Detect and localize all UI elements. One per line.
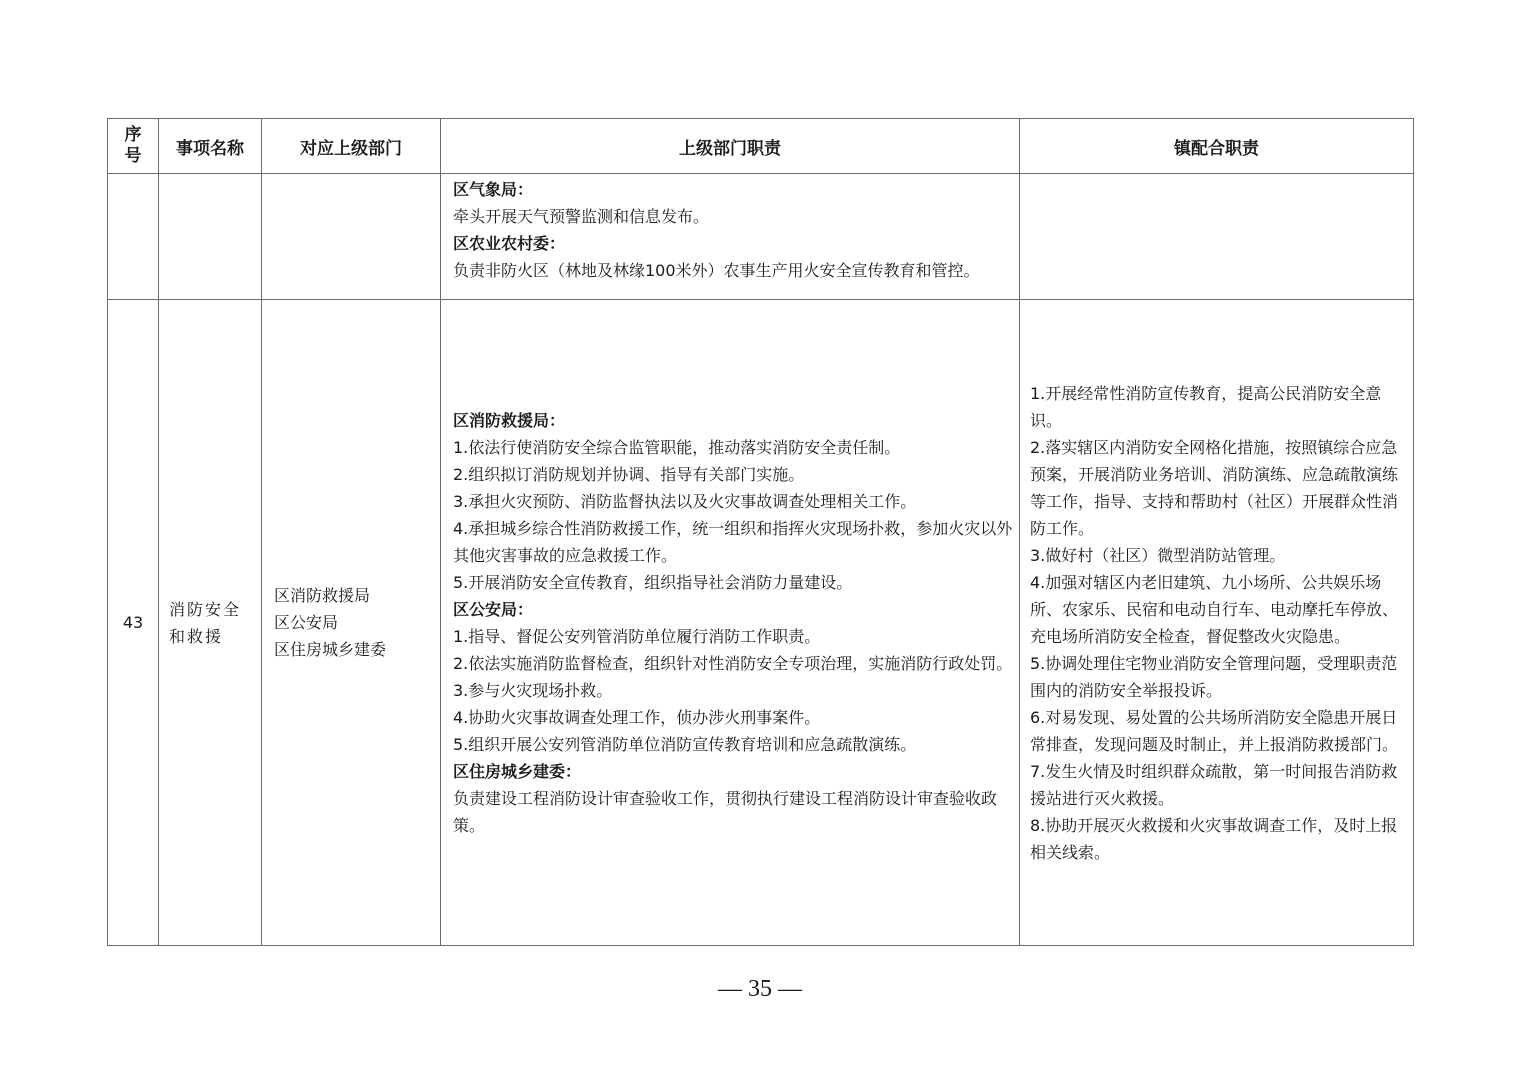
town-duty-line: 5.协调处理住宅物业消防安全管理问题，受理职责范围内的消防安全举报投诉。 — [1030, 653, 1398, 700]
table-row — [108, 300, 1414, 946]
town-duty-line: 7.发生火情及时组织群众疏散，第一时间报告消防救援站进行灭火救援。 — [1030, 761, 1398, 808]
duty-line: 2.组织拟订消防规划并协调、指导有关部门实施。 — [453, 464, 805, 484]
header-seq-line-1: 序 — [124, 125, 142, 145]
row-number — [108, 174, 159, 300]
duty-line: 2.依法实施消防监督检查，组织针对性消防安全专项治理，实施消防行政处罚。 — [453, 653, 1013, 673]
row-dept-duties — [441, 174, 1020, 300]
duty-title: 区消防救援局： — [453, 410, 566, 430]
duty-line: 1.依法行使消防安全综合监管职能，推动落实消防安全责任制。 — [453, 437, 901, 457]
duty-line: 负责非防火区（林地及林缘100米外）农事生产用火安全宣传教育和管控。 — [453, 261, 980, 280]
duty-line: 3.承担火灾预防、消防监督执法以及火灾事故调查处理相关工作。 — [453, 491, 917, 511]
table-row — [108, 174, 1414, 300]
row-dept-duties — [441, 300, 1020, 946]
town-duty-line: 1.开展经常性消防宣传教育，提高公民消防安全意识。 — [1030, 383, 1382, 430]
header-seq-line-2: 号 — [124, 146, 142, 166]
town-duty-line: 8.协助开展灭火救援和火灾事故调查工作，及时上报相关线索。 — [1030, 815, 1398, 862]
duty-line: 3.参与火灾现场扑救。 — [453, 680, 613, 700]
header-dept-duty: 上级部门职责 — [441, 119, 1020, 174]
responsibility-table — [107, 118, 1414, 946]
row-item-name: 消防安全和救援 — [159, 300, 262, 946]
row-town-duties — [1020, 174, 1414, 300]
header-town-duty: 镇配合职责 — [1020, 119, 1414, 174]
dept-name: 区公安局 — [274, 613, 339, 632]
town-duty-line: 2.落实辖区内消防安全网格化措施，按照镇综合应急预案，开展消防业务培训、消防演练、应急疏散演练等工作，指导、支持和帮助村（社区）开展群众性消防工作。 — [1030, 437, 1399, 538]
row-depts — [262, 174, 441, 300]
row-town-duties — [1020, 300, 1414, 946]
town-duty-line: 3.做好村（社区）微型消防站管理。 — [1030, 545, 1286, 565]
duty-title: 区气象局： — [453, 180, 534, 199]
dept-name: 区消防救援局 — [274, 586, 371, 605]
header-item-name: 事项名称 — [159, 119, 262, 174]
duty-line: 4.协助火灾事故调查处理工作，侦办涉火刑事案件。 — [453, 707, 821, 727]
header-seq — [108, 119, 159, 174]
page-number: — 35 — — [718, 976, 802, 1002]
row-number: 43 — [108, 300, 159, 946]
duty-title: 区住房城乡建委： — [453, 761, 582, 781]
duty-title: 区农业农村委： — [453, 234, 566, 253]
duty-line: 5.组织开展公安列管消防单位消防宣传教育培训和应急疏散演练。 — [453, 734, 917, 754]
header-dept: 对应上级部门 — [262, 119, 441, 174]
duty-line: 1.指导、督促公安列管消防单位履行消防工作职责。 — [453, 626, 821, 646]
duty-line: 负责建设工程消防设计审查验收工作，贯彻执行建设工程消防设计审查验收政策。 — [453, 788, 998, 835]
duty-line: 4.承担城乡综合性消防救援工作，统一组织和指挥火灾现场扑救，参加火灾以外其他灾害事故的应急救援工作。 — [453, 518, 1013, 565]
row-depts — [262, 300, 441, 946]
duty-line: 牵头开展天气预警监测和信息发布。 — [453, 207, 710, 226]
town-duty-line: 6.对易发现、易处置的公共场所消防安全隐患开展日常排查，发现问题及时制止，并上报消防救援部门。 — [1030, 707, 1399, 754]
duty-line: 5.开展消防安全宣传教育，组织指导社会消防力量建设。 — [453, 572, 853, 592]
town-duty-line: 4.加强对辖区内老旧建筑、九小场所、公共娱乐场所、农家乐、民宿和电动自行车、电动摩托车停放、充电场所消防安全检查，督促整改火灾隐患。 — [1030, 572, 1399, 646]
duty-title: 区公安局： — [453, 599, 534, 619]
table-header-row — [108, 119, 1414, 174]
row-item-name — [159, 174, 262, 300]
dept-name: 区住房城乡建委 — [274, 640, 387, 659]
